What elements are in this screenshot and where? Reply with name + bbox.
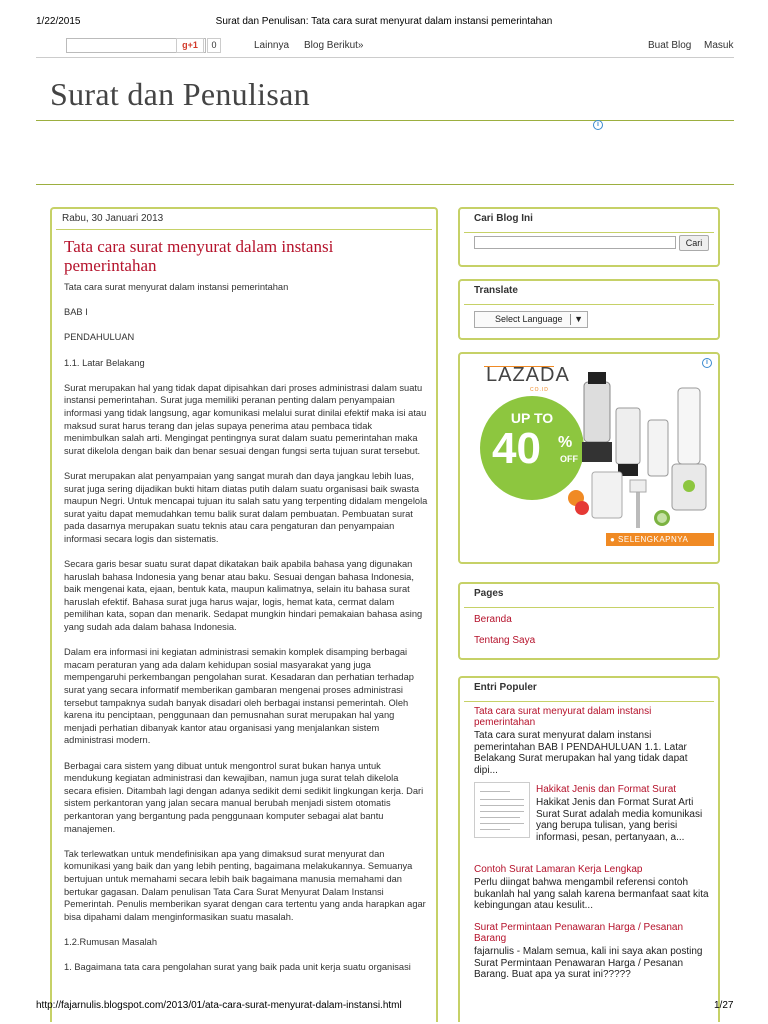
- popular-post-item: [474, 864, 714, 912]
- translate-widget: [458, 279, 720, 340]
- post-body: [64, 281, 428, 986]
- ad-brand-domain: CO.ID: [530, 387, 549, 393]
- blender-products-image: [566, 368, 716, 538]
- ad-info-icon[interactable]: i: [593, 120, 603, 130]
- dropdown-arrow-icon: ▼: [574, 314, 583, 324]
- navbar-more-link[interactable]: Lainnya: [254, 40, 290, 51]
- post-paragraph: 1.2.Rumusan Masalah: [64, 936, 158, 947]
- language-select-label: Select Language: [495, 314, 563, 324]
- print-date: 1/22/2015: [36, 16, 81, 27]
- post-paragraph: Surat merupakan alat penyampaian yang sangat murah dan daya jangkau lebih luas, surat juga sering dijadikan bukti hitam diatas putih dalam suatu organisasi baik swasta maupun Negri. Untuk mencapai tujuan itu salah satu yang terpenting didalam mengelola surat yaitu dapat memudahkan temu balik surat dalam pembuatan. Pembuatan surat pada dasarnya merupakan suatu teknis atau cara pengaturan dan penyampaian informasi secara logis dan sistematis.: [64, 470, 428, 544]
- post-paragraph: 1. Bagaimana tata cara pengolahan surat yang baik pada unit kerja suatu organisasi: [64, 962, 411, 973]
- blog-search-input[interactable]: [474, 236, 676, 249]
- post-date: Rabu, 30 Januari 2013: [62, 213, 164, 224]
- popular-post-thumbnail[interactable]: [474, 782, 530, 838]
- popular-post-item: [474, 706, 714, 776]
- discount-percent-sign: %: [558, 434, 573, 451]
- gplus-count: 0: [207, 38, 221, 53]
- discount-up-to: UP TO: [510, 410, 554, 426]
- blogger-navbar: [36, 38, 734, 54]
- lazada-ad-banner[interactable]: [458, 352, 720, 564]
- search-widget-title: Cari Blog Ini: [474, 213, 533, 224]
- post-paragraph: Dalam era informasi ini kegiatan administrasi semakin komplek disamping berbagai macam peraturan yang ada dalam kehidupan sosial masyarakat yang juga mempengaruhi perkembangan pengolahan surat. Kesadaran dan perhatian terhadap surat yang secara informatif memberikan gambaran mengenai proses administrasi tersebut tampaknya sudah banyak disadari oleh berbagai instansi pemerintah. Oleh karena itu penciptaan, penggunaan dan pemusnahan surat merupakan hal yang menjadi perhatian dibanyak kantor atau organisasi yang menjalankan sistem administrasi modern.: [64, 647, 414, 746]
- discount-percent: 40: [492, 424, 541, 473]
- search-widget: [458, 207, 720, 267]
- post-paragraph: Berbagai cara sistem yang dibuat untuk mengontrol surat bukan hanya untuk mendukung kegiatan administrasi dan kewajiban, namun juga surat telah dikelola secara efisien. Ditambah lagi dengan adanya sedikit demi sedikit lingkungan kerja. Dari sistem perkantoran yang jalan secara manual berubah menjadi sistem otomatis perkantoran yang bergantung pada penggunaan komputer sebagai alat bantu manajemen.: [64, 760, 424, 834]
- widget-divider: [464, 232, 714, 233]
- language-select[interactable]: [474, 311, 588, 328]
- popular-post-snippet: Perlu diingat bahwa mengambil referensi contoh bukanlah hal yang salah karena bermanfaat saat kita kebingungan atau kesulit...: [474, 877, 709, 911]
- translate-widget-title: Translate: [474, 285, 518, 296]
- ad-brand-logo: LAZADA: [486, 364, 570, 386]
- popular-posts-widget: [458, 676, 720, 1022]
- post-title[interactable]: Tata cara surat menyurat dalam instansi pemerintahan: [64, 237, 334, 275]
- post-paragraph: Surat merupakan hal yang tidak dapat dipisahkan dari proses administrasi dalam suatu instansi pemerintahan. Surat juga memiliki peranan penting dalam penyampaian informasi yang tidak langsung, agar komunikasi melalui surat dinilai efektif maka isi atau maksud surat harus terang dan jelas supaya penerima atau pembaca tidak menimbulkan salah arti. Mengingat pentingnya surat dalam suatu pemerintahan maka surat dikelola dengan baik dan benar sesuai dengan fungsi serta tujuan surat tersebut.: [64, 382, 427, 456]
- see-more-button[interactable]: ● SELENGKAPNYA: [606, 533, 714, 546]
- create-blog-link[interactable]: Buat Blog: [648, 40, 692, 51]
- post-paragraph: Tata cara surat menyurat dalam instansi pemerintahan: [64, 282, 289, 292]
- post-paragraph: PENDAHULUAN: [64, 332, 135, 343]
- post-date-divider: [56, 229, 432, 230]
- post-paragraph: 1.1. Latar Belakang: [64, 357, 145, 368]
- header-divider: [36, 120, 734, 121]
- ad-info-icon[interactable]: i: [702, 358, 712, 368]
- content-divider: [36, 184, 734, 185]
- popular-post-title[interactable]: Contoh Surat Lamaran Kerja Lengkap: [474, 864, 643, 875]
- popular-post-title[interactable]: Hakikat Jenis dan Format Surat: [536, 784, 677, 795]
- post-container: [50, 207, 438, 1022]
- popular-post-snippet: Hakikat Jenis dan Format Surat Arti Surat Surat adalah media komunikasi yang berupa tulisan, yang berisi informasi, pesan, pertanyaan, a...: [536, 797, 703, 843]
- pages-widget: [458, 582, 720, 660]
- print-page-number: 1/27: [714, 1000, 734, 1011]
- search-button[interactable]: Cari: [679, 235, 709, 251]
- widget-divider: [464, 701, 714, 702]
- gplus-button[interactable]: g+1: [176, 38, 204, 53]
- popular-post-item: [536, 784, 716, 843]
- popular-post-snippet: Tata cara surat menyurat dalam instansi pemerintahan BAB I PENDAHULUAN 1.1. Latar Belakang Surat merupakan hal yang tidak dapat dipi...: [474, 730, 688, 776]
- pages-widget-title: Pages: [474, 588, 504, 599]
- post-paragraph: BAB I: [64, 307, 88, 318]
- popular-post-item: [474, 922, 714, 981]
- select-separator: [570, 314, 571, 325]
- discount-off: OFF: [560, 454, 578, 464]
- print-page-title: Surat dan Penulisan: Tata cara surat menyurat dalam instansi pemerintahan: [215, 16, 553, 27]
- navbar-next-blog-link[interactable]: Blog Berikut»: [304, 40, 364, 51]
- post-paragraph: Secara garis besar suatu surat dapat dikatakan baik apabila bahasa yang digunakan haruslah bahasa Indonesia yang benar atau baku. Sesuai dengan bahasa Indonesia, baik mengenai kata, ejaan, bentuk kata, maupun kalimatnya, selain itu bahasa surat haruslah efektif. Bahasa surat juga harus wajar, logis, hemat kata, cermat dalam pemilihan kata, sopan dan menarik. Sedapat mungkin hindari pemakaian bahasa asing yang sudah ada dalam bahasa Indonesia.: [64, 559, 423, 633]
- widget-divider: [464, 607, 714, 608]
- popular-post-snippet: fajarnulis - Malam semua, kali ini saya akan posting Surat Permintaan Penawaran Harga / Pesanan Barang. Buat apa ya surat ini?????: [474, 946, 703, 980]
- sign-in-link[interactable]: Masuk: [704, 40, 734, 51]
- page-link-home[interactable]: Beranda: [474, 614, 512, 625]
- post-paragraph: Tak terlewatkan untuk mendefinisikan apa yang dimaksud surat menyurat dan komunikasi yang baik dan yang lebih penting, bagaimana melakukannya. Semuanya bertujuan untuk memahami secara lebih baik bagaimana manusia memahami dan bertukar gagasan. Dalam penulisan Tata Cara Surat Menyurat Dalam Instansi Pemerintah. Penulis memberikan syarat dengan cara tertentu yang anda harapkan agar bisa dipahami dalam menginformasikan suatu masalah.: [64, 848, 426, 922]
- page-link-about[interactable]: Tentang Saya: [474, 635, 536, 646]
- popular-posts-title: Entri Populer: [474, 682, 537, 693]
- print-url: http://fajarnulis.blogspot.com/2013/01/ata-cara-surat-menyurat-dalam-instansi.html: [36, 1000, 402, 1011]
- widget-divider: [464, 304, 714, 305]
- blog-title[interactable]: Surat dan Penulisan: [50, 76, 310, 112]
- popular-post-title[interactable]: Tata cara surat menyurat dalam instansi pemerintahan: [474, 706, 652, 728]
- navbar-divider: [36, 57, 734, 58]
- popular-post-title[interactable]: Surat Permintaan Penawaran Harga / Pesanan Barang: [474, 922, 684, 944]
